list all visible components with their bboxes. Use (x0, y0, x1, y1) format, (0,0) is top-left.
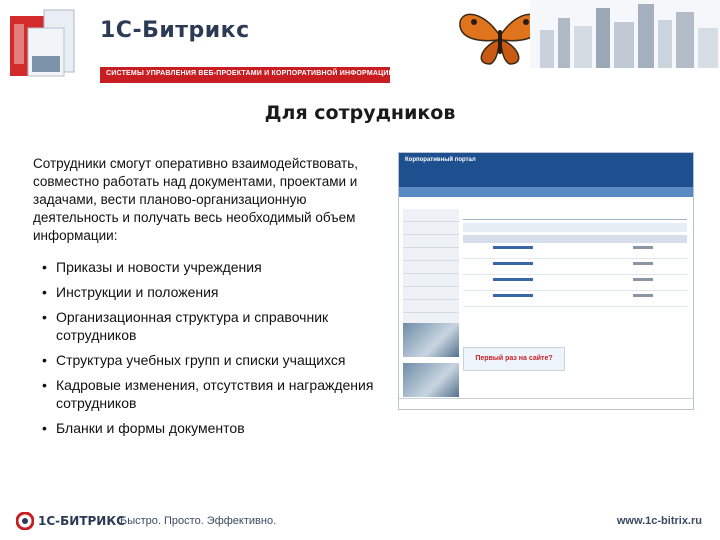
product-box-image (8, 6, 88, 80)
sidebar-item (403, 300, 459, 313)
tagline: СИСТЕМЫ УПРАВЛЕНИЯ ВЕБ-ПРОЕКТАМИ И КОРПОРАТИВНОЙ ИНФОРМАЦИЕЙ (106, 70, 399, 77)
bullet-icon: • (42, 352, 47, 368)
list-item (40, 308, 385, 344)
bullet-list (40, 258, 385, 444)
portal-toolbar (463, 223, 687, 232)
page-title: Для сотрудников (264, 102, 456, 124)
table-row (463, 291, 687, 307)
sidebar-item (403, 248, 459, 261)
portal-footer (399, 398, 694, 409)
sidebar-item (403, 287, 459, 300)
list-item-text: Организационная структура и справочник сотрудников (56, 309, 329, 343)
portal-header (399, 153, 693, 187)
sidebar-item (403, 261, 459, 274)
portal-breadcrumb (399, 197, 693, 203)
bullet-icon: • (42, 309, 47, 325)
list-item-text: Приказы и новости учреждения (56, 259, 262, 275)
portal-logo: Корпоративный портал (405, 157, 476, 163)
list-item (40, 376, 385, 412)
sidebar-item (403, 209, 459, 222)
portal-tab (463, 209, 687, 220)
pager (463, 307, 687, 319)
footer-url[interactable]: www.1c-bitrix.ru (616, 515, 702, 527)
slide-header (0, 0, 720, 88)
list-item (40, 419, 385, 437)
bitrix-logo-icon (16, 512, 34, 530)
footer-brand: 1С-БИТРИКС (38, 514, 125, 528)
list-item-text: Структура учебных групп и списки учащихся (56, 352, 346, 368)
bullet-icon: • (42, 420, 47, 436)
list-item-text: Кадровые изменения, отсутствия и награждения сотрудников (56, 377, 374, 411)
intro-paragraph: Сотрудники смогут оперативно взаимодействовать, совместно работать над документами, проектами и задачами, вести планово-организационную деятельность и получать весь необходимый объем информации: (33, 156, 359, 243)
bullet-icon: • (42, 284, 47, 300)
table-header (463, 235, 687, 243)
portal-main (463, 209, 687, 371)
first-visit-banner: Первый раз на сайте? (463, 347, 565, 371)
portal-description (463, 333, 683, 339)
table-row (463, 243, 687, 259)
portal-screenshot (398, 152, 694, 410)
logo-text: 1С-Битрикс (100, 18, 250, 43)
list-item (40, 351, 385, 369)
table-row (463, 259, 687, 275)
sidebar-photo-image (403, 363, 459, 397)
sidebar-item (403, 222, 459, 235)
list-item-text: Бланки и формы документов (56, 420, 245, 436)
list-item (40, 283, 385, 301)
portal-nav-bar (399, 187, 693, 197)
sidebar-item (403, 235, 459, 248)
bullet-icon: • (42, 377, 47, 393)
sidebar-photo-image (403, 323, 459, 357)
slide-footer (0, 502, 720, 540)
sidebar-item (403, 274, 459, 287)
list-item (40, 258, 385, 276)
list-item-text: Инструкции и положения (56, 284, 219, 300)
bullet-icon: • (42, 259, 47, 275)
city-skyline-image (530, 0, 720, 68)
table-row (463, 275, 687, 291)
portal-sidebar (403, 209, 459, 326)
footer-slogan: Быстро. Просто. Эффективно. (120, 515, 277, 527)
